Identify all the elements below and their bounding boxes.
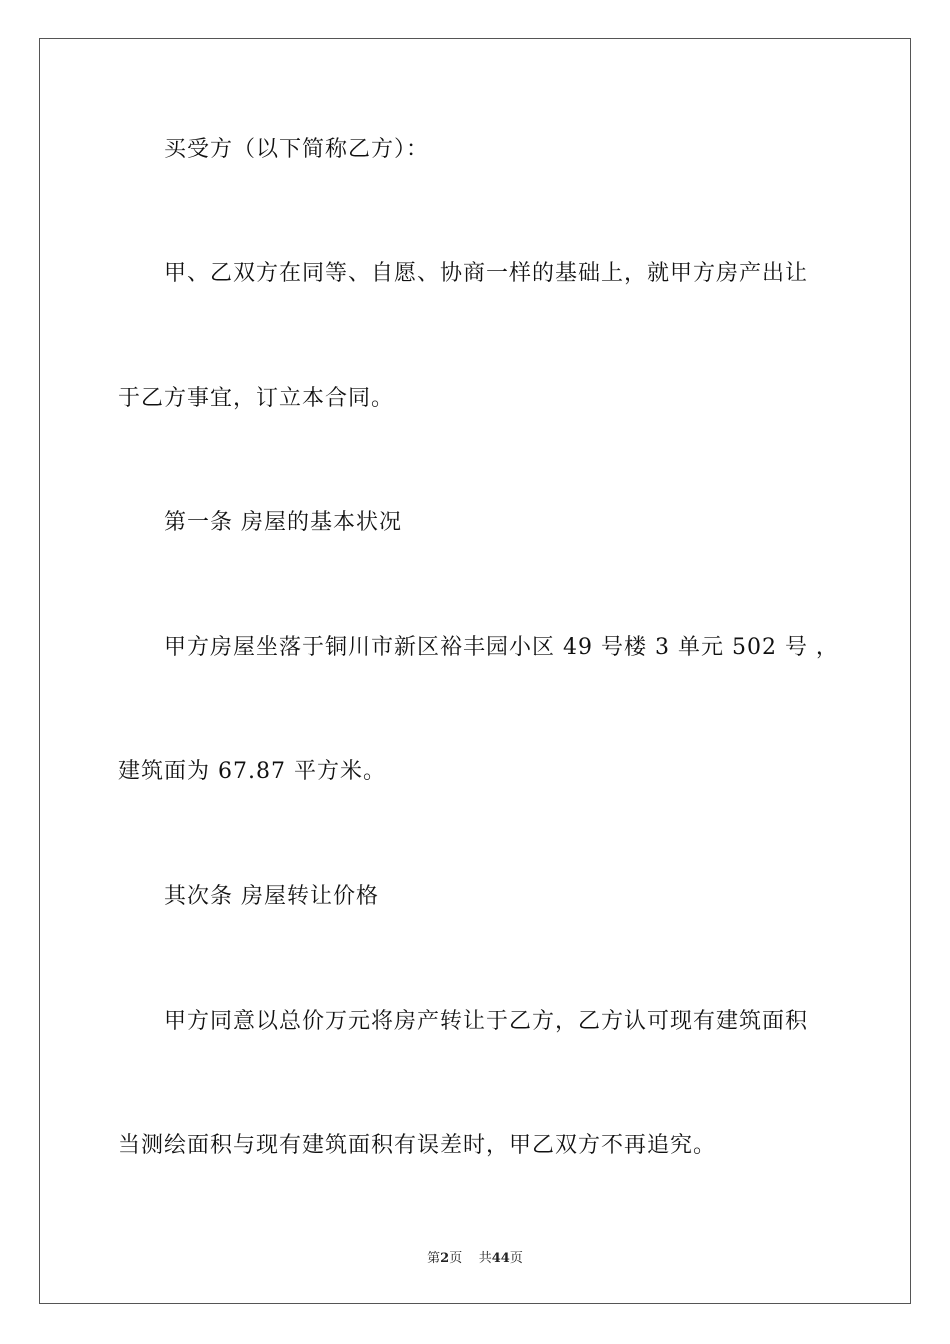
buyer-label: 买受方（以下简称乙方）： (164, 137, 430, 162)
article-2-line-1: 甲方同意以总价万元将房产转让于乙方，乙方认可现有建筑面积 (164, 1009, 809, 1034)
page-frame (39, 38, 911, 1304)
article-1-heading: 第一条 房屋的基本状况 (164, 510, 402, 535)
total-suffix: 页 (509, 1251, 523, 1266)
article-1-line-1: 甲方房屋坐落于铜川市新区裕丰园小区 49 号楼 3 单元 502 号 ， (164, 635, 839, 660)
page-footer (0, 1247, 950, 1266)
paragraph-line-1: 甲、乙双方在同等、自愿、协商一样的基础上，就甲方房产出让 (164, 261, 809, 286)
page-prefix: 第 (427, 1251, 441, 1266)
page-suffix: 页 (449, 1251, 463, 1266)
total-prefix: 共 (478, 1251, 492, 1266)
page-number: 2 (440, 1251, 450, 1266)
article-2-line-2: 当测绘面积与现有建筑面积有误差时，甲乙双方不再追究。 (118, 1133, 717, 1158)
paragraph-line-2: 于乙方事宜，订立本合同。 (118, 386, 395, 411)
article-2-heading: 其次条 房屋转让价格 (164, 884, 379, 909)
article-1-line-2: 建筑面为 67.87 平方米。 (118, 759, 386, 784)
total-pages: 44 (491, 1251, 510, 1266)
